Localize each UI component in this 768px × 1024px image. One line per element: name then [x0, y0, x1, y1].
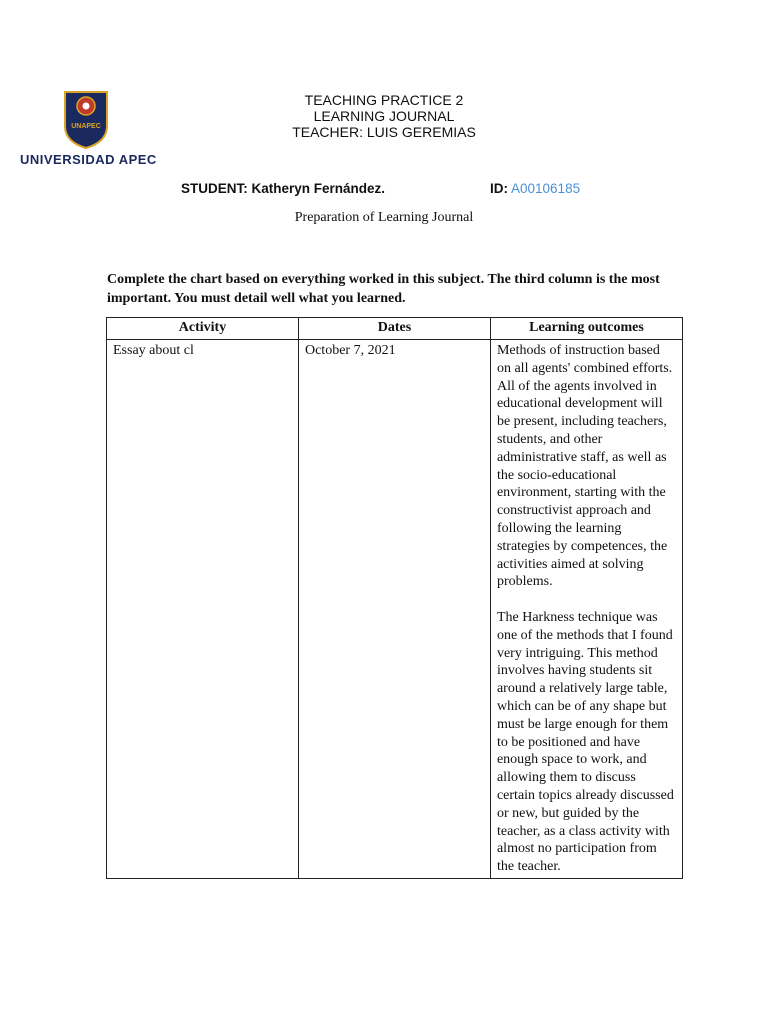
cell-date: October 7, 2021	[298, 340, 490, 879]
header-teacher: TEACHER: LUIS GEREMIAS	[292, 124, 476, 140]
university-logo	[20, 90, 160, 170]
student-id-label: ID:	[490, 181, 508, 196]
student-id-value: A00106185	[511, 181, 581, 196]
outcome-paragraph-1: Methods of instruction based on all agents' combined efforts. All of the agents involved in educational development will be present, including teachers, students, and other administrative staff, as well as the socio-educational environment, starting with the constructivist approach and following the learning strategies by competences, the activities aimed at solving problems.	[496, 343, 673, 590]
document-header	[234, 92, 534, 140]
logo-wordmark: UNIVERSIDAD APEC	[20, 152, 157, 167]
outcome-paragraph-2: The Harkness technique was one of the methods that I found very intriguing. This method involves having students sit around a relatively large table, which can be of any shape but must be large enough for them to be positioned and have enough space to work, and allowing them to discuss certain topics already discussed or new, but guided by the teacher, as a class activity with almost no participation from the teacher.	[496, 609, 674, 875]
document-subtitle: Preparation of Learning Journal	[294, 210, 474, 225]
student-id	[490, 181, 580, 196]
table-row	[107, 340, 683, 879]
header-learning-outcomes: Learning outcomes	[490, 318, 682, 340]
shield-icon	[63, 90, 109, 150]
shield-text: UNAPEC	[71, 123, 101, 130]
instructions-text: Complete the chart based on everything worked in this subject. The third column is the most important. You must detail well what you learned.	[107, 272, 660, 306]
header-activity: Activity	[107, 318, 299, 340]
learning-journal-table	[106, 317, 683, 879]
cell-activity: Essay about cl	[107, 340, 299, 879]
header-course: TEACHING PRACTICE 2	[304, 92, 464, 108]
table-header-row	[107, 318, 683, 340]
cell-learning-outcome	[490, 340, 682, 879]
student-name: STUDENT: Katheryn Fernández.	[181, 181, 386, 196]
header-journal: LEARNING JOURNAL	[313, 108, 455, 124]
header-dates: Dates	[298, 318, 490, 340]
